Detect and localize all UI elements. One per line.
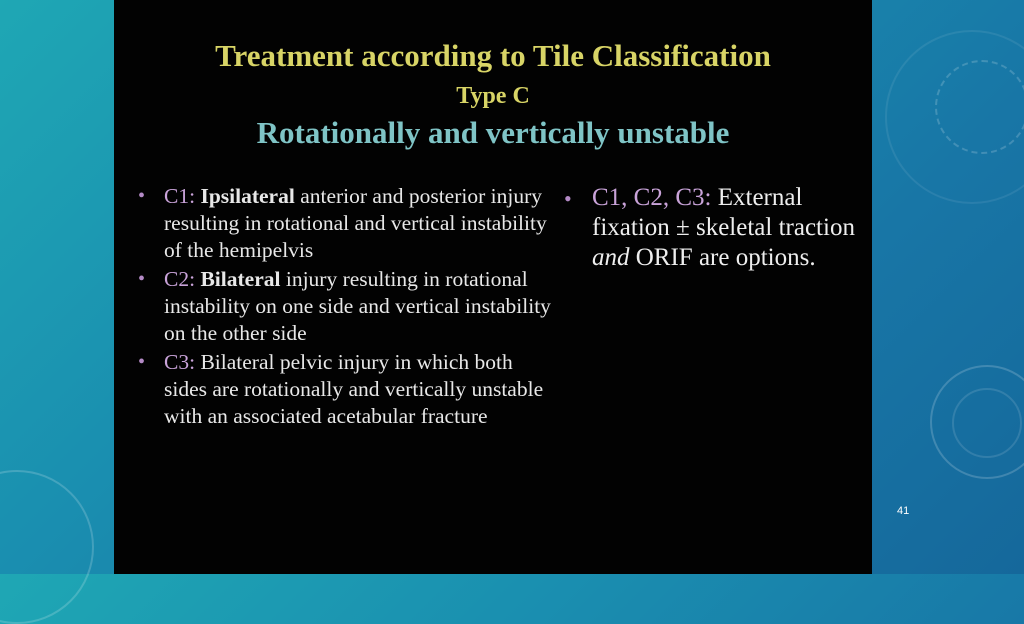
item-code: C3: — [164, 350, 196, 374]
item-code: C2: — [164, 267, 196, 291]
bullet-icon: • — [564, 186, 572, 211]
treatment-emphasis: and — [592, 244, 630, 271]
slide-title: Treatment according to Tile Classification — [215, 38, 771, 73]
item-text: anterior and posterior injury resulting in rotational and vertical instability of the hemipelvis — [164, 184, 547, 262]
bullet-icon: • — [138, 185, 146, 207]
slide-image — [114, 0, 872, 574]
item-bold: Ipsilateral — [200, 184, 295, 208]
list-item — [134, 183, 554, 264]
slide-subtitle-description: Rotationally and vertically unstable — [256, 115, 730, 150]
decorative-circle — [0, 470, 94, 624]
decorative-circle — [952, 388, 1022, 458]
item-text: Bilateral pelvic injury in which both sides are rotationally and vertically unstable with an associated acetabular fracture — [164, 350, 544, 428]
classification-list — [134, 183, 554, 432]
treatment-text-end: ORIF are options. — [635, 244, 816, 271]
decorative-circle — [885, 30, 1024, 204]
list-item — [134, 349, 554, 430]
list-item — [134, 266, 554, 347]
bullet-icon: • — [138, 268, 146, 290]
treatment-text: External fixation ± skeletal traction — [592, 184, 855, 241]
bullet-icon: • — [138, 351, 146, 373]
treatment-list — [562, 183, 862, 273]
item-text: injury resulting in rotational instability on one side and vertical instability on the other side — [164, 267, 551, 345]
list-item — [562, 183, 862, 273]
slide-subtitle-type: Type C — [456, 83, 530, 109]
item-bold: Bilateral — [200, 267, 281, 291]
item-code: C1, C2, C3: — [592, 184, 712, 211]
page-number: 41 — [897, 505, 910, 517]
item-code: C1: — [164, 184, 196, 208]
